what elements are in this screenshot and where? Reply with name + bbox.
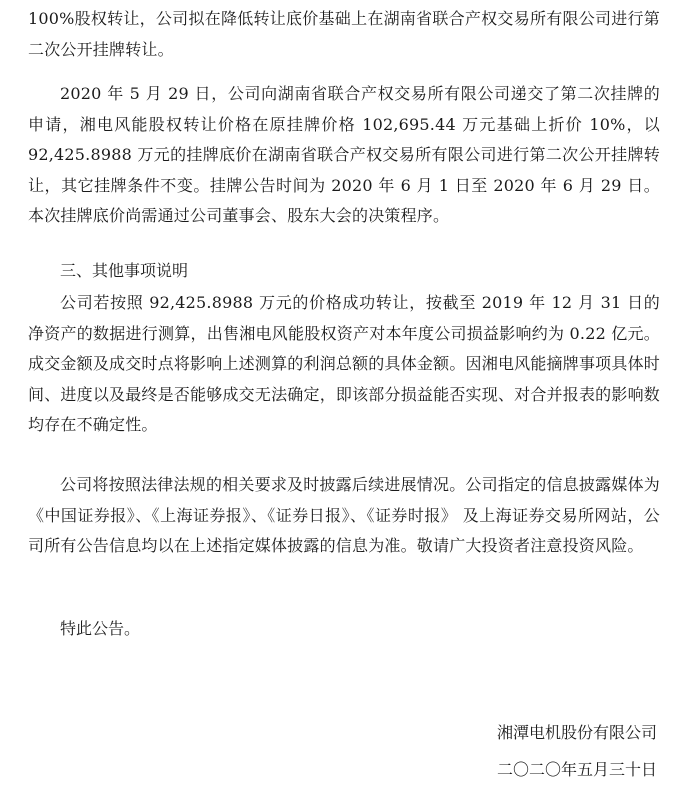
section-heading-other-matters: 三、其他事项说明 xyxy=(60,261,189,280)
paragraph-transfer-intro: 100%股权转让，公司拟在降低转让底价基础上在湖南省联合产权交易所有限公司进行第二次公开挂牌转让。 xyxy=(28,9,660,59)
closing-statement: 特此公告。 xyxy=(60,619,141,638)
signature-date: 二〇二〇年五月三十日 xyxy=(496,760,657,779)
paragraph-second-listing: 2020 年 5 月 29 日，公司向湖南省联合产权交易所有限公司递交了第二次挂牌的申请，湘电风能股权转让价格在原挂牌价格 102,695.44 万元基础上折价 10%，以 92,425.8988 万元的挂牌底价在湖南省联合产权交易所有限公司进行第二次公开挂牌转让，其它挂牌条件不变。挂牌公告时间为 2020 年 6 月 1 日至 2020 年 6 月 29 日。本次挂牌底价尚需通过公司董事会、股东大会的决策程序。 xyxy=(28,84,660,225)
paragraph-disclosure: 公司将按照法律法规的相关要求及时披露后续进展情况。公司指定的信息披露媒体为《中国证券报》、《上海证券报》、《证券日报》、《证券时报》 及上海证券交易所网站，公司所有公告信息均以在上述指定媒体披露的信息为准。敬请广大投资者注意投资风险。 xyxy=(28,475,660,555)
signature-company: 湘潭电机股份有限公司 xyxy=(496,723,657,742)
paragraph-impact-estimate: 公司若按照 92,425.8988 万元的价格成功转让，按截至 2019 年 12 月 31 日的净资产的数据进行测算，出售湘电风能股权资产对本年度公司损益影响约为 0.22 亿元。成交金额及成交时点将影响上述测算的利润总额的具体金额。因湘电风能摘牌事项具体时间、进度以及最终是否能够成交无法确定，即该部分损益能否实现、对合并报表的影响数均存在不确定性。 xyxy=(28,293,660,434)
